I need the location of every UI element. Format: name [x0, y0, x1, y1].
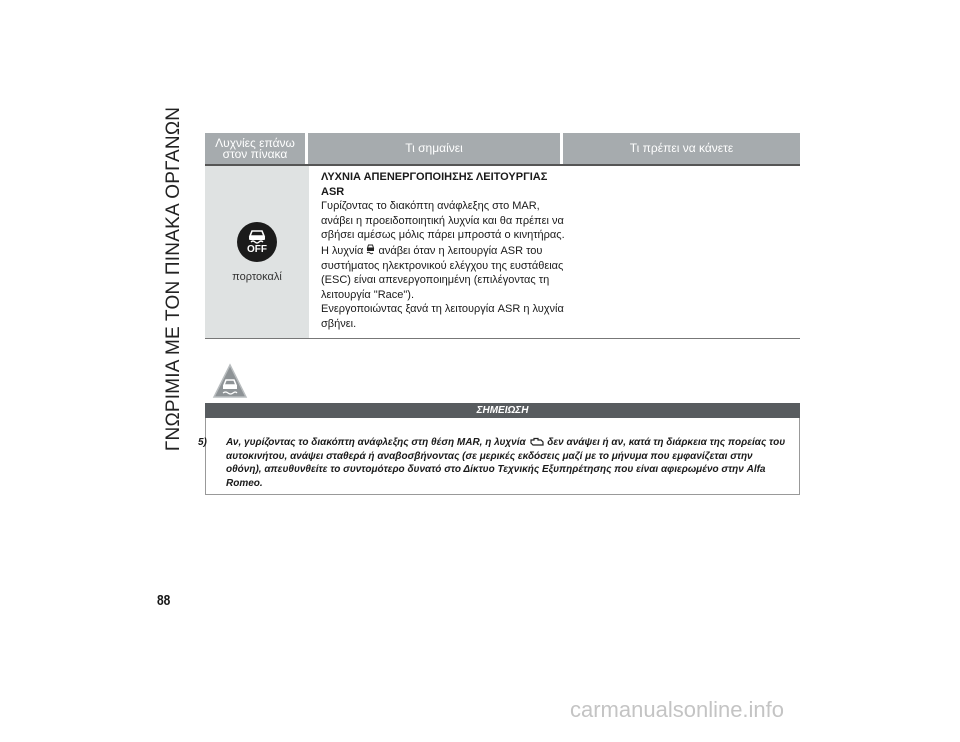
note-title: ΣΗΜΕΙΩΣΗ — [205, 403, 800, 418]
warning-lights-table — [205, 133, 800, 339]
meaning-text-1: Γυρίζοντας το διακόπτη ανάφλεξης στο MAR, ανάβει η προειδοποιητική λυχνία και θα πρέπει να σβήσει αμέσως μόλις πάρει μπροστά ο κινητήρας. — [321, 200, 565, 242]
header-lamps: Λυχνίες επάνω στον πίνακα — [205, 133, 305, 164]
header-meaning: Τι σημαίνει — [308, 133, 560, 164]
engine-icon — [529, 437, 545, 447]
lamp-title: ΛΥΧΝΙΑ ΑΠΕΝΕΡΓΟΠΟΙΗΣΗΣ ΛΕΙΤΟΥΡΓΙΑΣ ASR — [321, 171, 548, 198]
meaning-text-2: Η λυχνία ανάβει όταν η λειτουργία ASR του συστήματος ηλεκτρονικού ελέγχου της ευστάθειας (ESC) είναι απενεργοποιημένη (επιλέγοντας τη λειτουργία "Race"). — [321, 244, 564, 301]
side-section-title — [160, 106, 188, 452]
meaning-text-3: Ενεργοποιώντας ξανά τη λειτουργία ASR η λυχνία σβήνει. — [321, 303, 564, 330]
lamp-color-label: πορτοκαλί — [232, 271, 282, 283]
note-body — [198, 418, 800, 495]
skid-car-inline-icon — [366, 243, 375, 256]
lamp-cell — [205, 166, 309, 338]
meaning-cell — [309, 166, 573, 338]
table-row — [205, 166, 800, 339]
header-action: Τι πρέπει να κάνετε — [563, 133, 800, 164]
page-number: 88 — [157, 592, 171, 609]
lamp-off-label: OFF — [247, 244, 267, 255]
side-section-title-text: ΓΝΩΡΙΜΙΑ ΜΕ ΤΟΝ ΠΙΝΑΚΑ ΟΡΓΑΝΩΝ — [163, 106, 185, 452]
skid-car-off-icon — [237, 222, 277, 262]
warning-triangle-icon — [212, 362, 248, 400]
note-number: 5) — [198, 437, 207, 448]
table-header — [205, 133, 800, 166]
note-text: 5) Αν, γυρίζοντας το διακόπτη ανάφλεξης στη θέση MAR, η λυχνία δεν ανάψει ή αν, κατά τη διάρκεια της πορείας του αυτοκινήτου, ανάψει σταθερά ή αναβοσβήνοντας (σε μερικές εκδόσεις μαζί με το μήνυμα που εμφανίζεται στην οθόνη), απευθυνθείτε το συντομότερο δυνατό στο Δίκτυο Τεχνικής Εξυπηρέτησης που είναι αφιερωμένο στην Alfa Romeo. — [198, 437, 786, 489]
watermark: carmanualsonline.info — [570, 697, 785, 722]
